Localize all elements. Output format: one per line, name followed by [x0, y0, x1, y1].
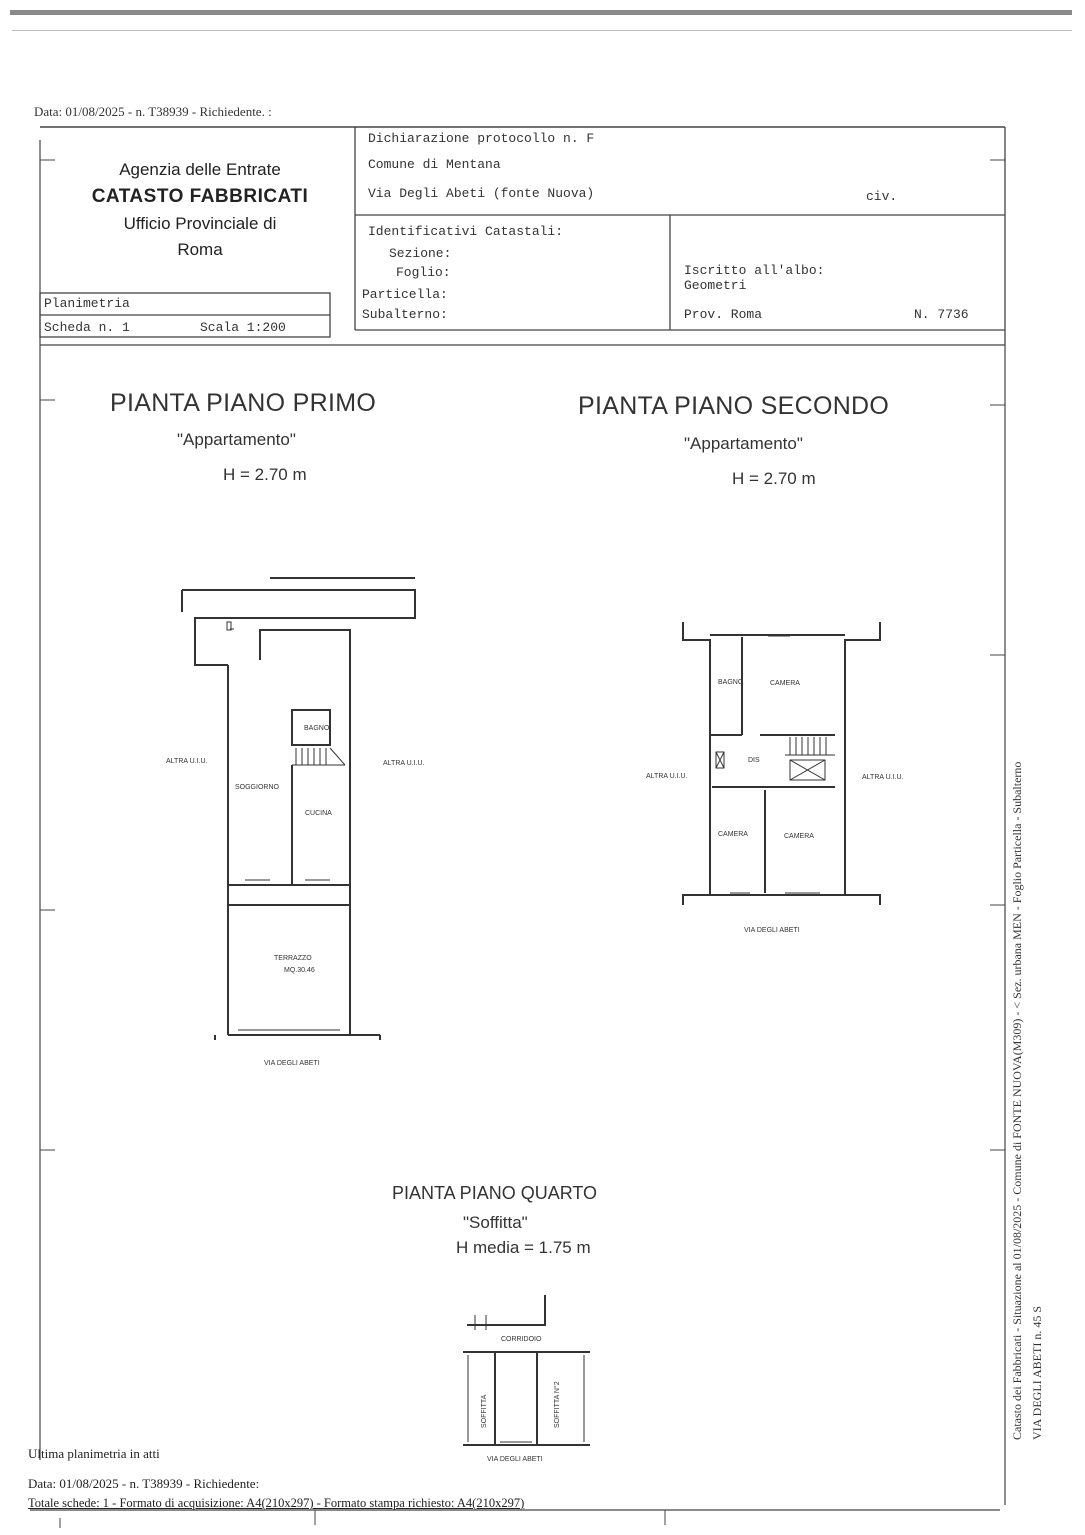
- plan-label-soffitta-2: SOFFITTA N°2: [554, 1381, 561, 1428]
- plan-label-altra-left-2: ALTRA U.I.U.: [646, 773, 688, 780]
- plan-primo-title: PIANTA PIANO PRIMO: [110, 389, 377, 417]
- prov-label: Prov. Roma: [684, 307, 763, 322]
- via-label: Via Degli Abeti (fonte Nuova): [368, 186, 595, 201]
- plan-label-via-3: VIA DEGLI ABETI: [487, 1456, 543, 1463]
- plan-label-dis: DIS: [748, 757, 760, 764]
- plan-label-altra-left-1: ALTRA U.I.U.: [166, 758, 208, 765]
- plan-label-via-1: VIA DEGLI ABETI: [264, 1060, 320, 1067]
- plan-label-terrazzo-mq: MQ.30.46: [284, 967, 315, 974]
- plan-label-bagno-2: BAGNO: [718, 679, 744, 686]
- plan-quarto-height: H media = 1.75 m: [456, 1238, 591, 1257]
- civ-label: civ.: [866, 189, 898, 204]
- plan-label-camera-2c: CAMERA: [784, 833, 814, 840]
- plan-secondo-title: PIANTA PIANO SECONDO: [578, 392, 890, 420]
- plan-quarto-type: "Soffitta": [463, 1213, 528, 1232]
- plan-secondo-type: "Appartamento": [684, 434, 803, 453]
- scala-label: Scala 1:200: [200, 320, 286, 335]
- dichiarazione-label: Dichiarazione protocollo n. F: [368, 131, 595, 146]
- plan-label-altra-right-1: ALTRA U.I.U.: [383, 760, 425, 767]
- plan-label-corridoio: CORRIDOIO: [501, 1336, 542, 1343]
- footer-ultima: Ultima planimetria in atti: [28, 1446, 160, 1461]
- plan-label-soffitta: SOFFITTA: [481, 1394, 488, 1428]
- particella-label: Particella:: [362, 287, 448, 302]
- plan-label-via-2: VIA DEGLI ABETI: [744, 927, 800, 934]
- header-date-line: Data: 01/08/2025 - n. T38939 - Richiedente. :: [34, 104, 272, 119]
- subalterno-label: Subalterno:: [362, 307, 448, 322]
- planimetria-label: Planimetria: [44, 296, 130, 311]
- foglio-label: Foglio:: [396, 265, 451, 280]
- sezione-label: Sezione:: [389, 246, 452, 261]
- plan-label-cucina: CUCINA: [305, 810, 332, 817]
- plan-quarto-title: PIANTA PIANO QUARTO: [392, 1183, 598, 1203]
- identificativi-label: Identificativi Catastali:: [368, 224, 564, 239]
- plan-label-terrazzo: TERRAZZO: [274, 955, 312, 962]
- side-catasto-text: Catasto dei Fabbricati - Situazione al 01/08/2025 - Comune di FONTE NUOVA(M309) - < Sez. urbana MEN - Foglio Particella - Subalterno: [1010, 761, 1024, 1440]
- comune-label: Comune di Mentana: [368, 157, 501, 172]
- plan-label-camera-2b: CAMERA: [718, 831, 748, 838]
- plan-label-bagno-1: BAGNO: [304, 725, 330, 732]
- plan-label-camera-2a: CAMERA: [770, 680, 800, 687]
- side-via-text: VIA DEGLI ABETI n. 45 S: [1030, 1306, 1044, 1440]
- plan-label-altra-right-2: ALTRA U.I.U.: [862, 774, 904, 781]
- plan-primo-height: H = 2.70 m: [223, 465, 307, 484]
- geometri-label: Geometri: [684, 278, 747, 293]
- catasto-title: CATASTO FABBRICATI: [91, 186, 309, 207]
- plan-label-soggiorno: SOGGIORNO: [235, 784, 279, 791]
- plan-secondo-height: H = 2.70 m: [732, 469, 816, 488]
- city-label: Roma: [177, 240, 223, 259]
- agency-name: Agenzia delle Entrate: [119, 160, 281, 179]
- scheda-label: Scheda n. 1: [44, 320, 130, 335]
- footer-totale: Totale schede: 1 - Formato di acquisizione: A4(210x297) - Formato stampa richiesto: A4(210x297): [28, 1496, 525, 1510]
- plan-primo-type: "Appartamento": [177, 430, 296, 449]
- iscritto-label: Iscritto all'albo:: [684, 263, 825, 278]
- numero-label: N. 7736: [914, 307, 969, 322]
- footer-data: Data: 01/08/2025 - n. T38939 - Richiedente:: [28, 1476, 260, 1491]
- ufficio-label: Ufficio Provinciale di: [123, 214, 277, 233]
